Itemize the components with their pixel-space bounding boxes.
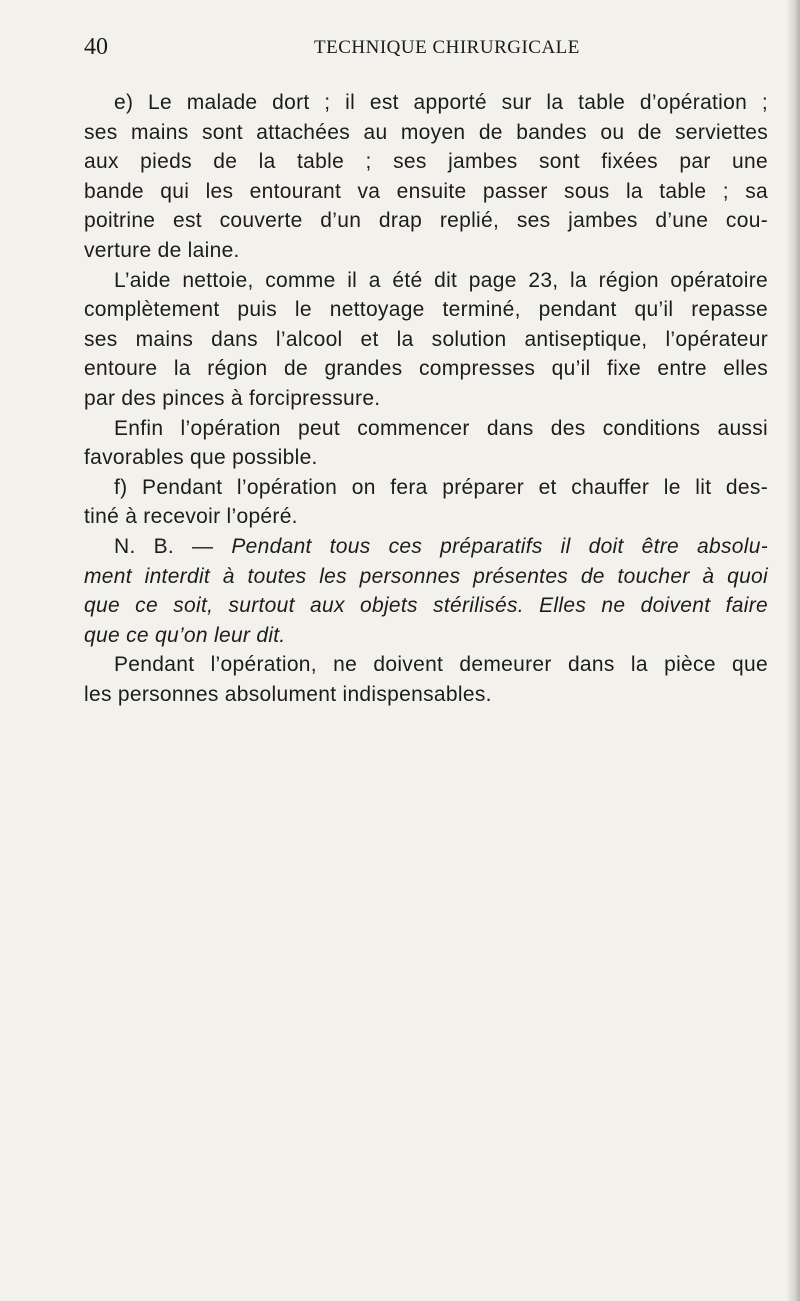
text-line: ses mains dans l’alcool et la solution antiseptique, l’opérateur: [84, 327, 768, 351]
running-title: TECHNIQUE CHIRURGICALE: [314, 37, 580, 58]
text-line: e) Le malade dort ; il est apporté sur la table d’opération ;: [114, 91, 768, 114]
text-line: poitrine est couverte d’un drap replié, ses jambes d’une cou-: [84, 209, 768, 233]
text-line: favorables que possible.: [84, 446, 318, 470]
text-line: tiné à recevoir l’opéré.: [84, 505, 298, 529]
text-line: que ce soit, surtout aux objets stérilisés. Elles ne doivent faire: [84, 594, 768, 618]
text-line: entoure la région de grandes compresses qu’il fixe entre elles: [84, 357, 768, 381]
page-edge-shadow: [786, 0, 800, 1301]
running-head: [84, 33, 734, 61]
page-number: 40: [84, 34, 108, 60]
text-line: bande qui les entourant va ensuite passer sous la table ; sa: [84, 179, 768, 203]
text-line: les personnes absolument indispensables.: [84, 682, 492, 706]
text-line: verture de laine.: [84, 238, 240, 262]
text-line: aux pieds de la table ; ses jambes sont fixées par une: [84, 150, 768, 174]
text-line: complètement puis le nettoyage terminé, pendant qu’il repasse: [84, 298, 768, 322]
text-line: f) Pendant l’opération on fera préparer et chauffer le lit des-: [114, 475, 768, 499]
text-line: ment interdit à toutes les personnes présentes de toucher à quoi: [84, 564, 768, 588]
text-line: Enfin l’opération peut commencer dans des conditions aussi: [114, 416, 768, 440]
text-line: L’aide nettoie, comme il a été dit page 23, la région opératoire: [114, 268, 768, 292]
body-text: [84, 88, 768, 709]
text-line: que ce qu’on leur dit.: [84, 623, 286, 647]
text-line: par des pinces à forcipressure.: [84, 386, 381, 410]
text-line: ses mains sont attachées au moyen de bandes ou de serviettes: [84, 120, 768, 144]
italic-notice: Pendant tous ces préparatifs il doit être absolu-: [231, 534, 768, 558]
text-line: Pendant l’opération, ne doivent demeurer dans la pièce que: [114, 653, 768, 677]
nota-bene-label: N. B. —: [114, 534, 232, 558]
text-line: [84, 532, 768, 562]
